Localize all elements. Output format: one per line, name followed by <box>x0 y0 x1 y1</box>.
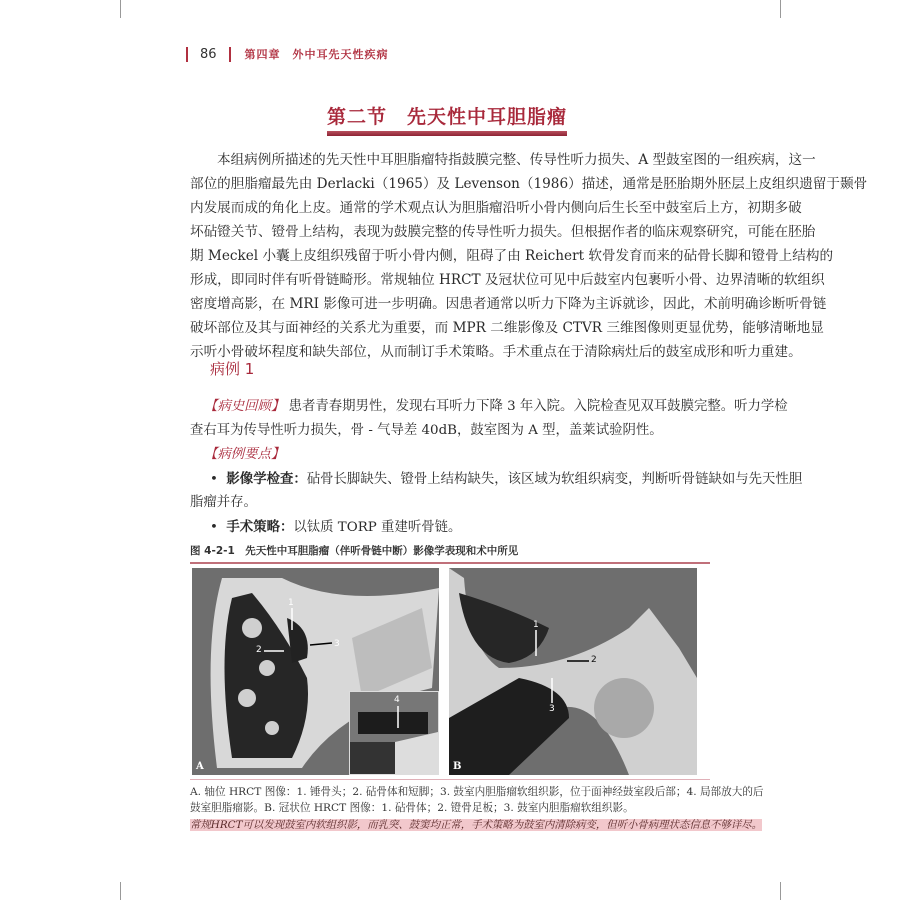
point-item <box>190 467 803 491</box>
ct-scan-graphic <box>449 568 697 775</box>
text-line: 密度增高影，在 MRI 影像可进一步明确。因患者通常以听力下降为主诉就诊，因此，术前明确诊断听骨链 <box>190 296 827 312</box>
highlighted-note: 常规HRCT可以发现鼓室内软组织影，而乳突、鼓窦均正常，手术策略为鼓室内清除病变，但听小骨病理状态信息不够详尽。 <box>190 819 763 831</box>
ct-image-axial <box>192 568 439 775</box>
intro-paragraph <box>190 148 868 364</box>
point-label: 手术策略： <box>226 519 294 535</box>
point-text: 砧骨长脚缺失、镫骨上结构缺失，该区域为软组织病变，判断听骨链缺如与先天性胆 <box>306 472 803 487</box>
history-label: 【病史回顾】 <box>204 399 285 414</box>
point-label: 影像学检查： <box>226 471 307 487</box>
panel-label-a: A <box>196 761 204 772</box>
bullet: • <box>210 472 218 487</box>
marker-3: 3 <box>334 639 340 649</box>
point-text: 以钛质 TORP 重建听骨链。 <box>293 520 462 535</box>
history-text: 查右耳为传导性听力损失，骨 - 气导差 40dB，鼓室图为 A 型，盖莱试验阴性。 <box>190 423 663 438</box>
section-heading <box>327 102 567 136</box>
ct-image-coronal <box>449 568 697 775</box>
text-line: 坏砧镫关节、镫骨上结构，表现为鼓膜完整的传导性听力损失。但根据作者的临床观察研究，可能在胚胎 <box>190 224 816 240</box>
text-line: 期 Meckel 小囊上皮组织残留于听小骨内侧，阻碍了由 Reichert 软骨发育而来的砧骨长脚和镫骨上结构的 <box>190 248 834 264</box>
marker-2: 2 <box>256 645 262 655</box>
figure-legend <box>190 784 764 833</box>
text-line: 内发展而成的角化上皮。通常的学术观点认为胆脂瘤沿听小骨内侧向后生长至中鼓室后上方，初期多破 <box>190 200 802 216</box>
case-heading: 病例 1 <box>210 360 255 378</box>
history-line <box>190 395 788 419</box>
figure-caption: 图 4-2-1 先天性中耳胆脂瘤（伴听骨链中断）影像学表现和术中所见 <box>190 543 710 564</box>
point-item <box>190 515 712 539</box>
page-number: 86 <box>200 46 217 62</box>
crop-mark <box>780 882 781 900</box>
text-line: 本组病例所描述的先天性中耳胆脂瘤特指鼓膜完整、传导性听力损失、A 型鼓室图的一组疾病，这一 <box>217 152 816 168</box>
marker-2: 2 <box>591 655 597 665</box>
crop-mark <box>120 0 121 18</box>
marker-4: 4 <box>394 695 400 705</box>
crop-mark <box>780 0 781 18</box>
figure-divider <box>190 779 710 780</box>
panel-label-b: B <box>453 761 462 772</box>
header-divider <box>229 47 231 62</box>
bullet: • <box>210 520 218 535</box>
running-header <box>186 46 389 62</box>
text-line: 部位的胆脂瘤最先由 Derlacki（1965）及 Levenson（1986）描述，通常是胚胎期外胚层上皮组织遗留于颞骨 <box>190 176 868 192</box>
title-underline <box>327 131 567 136</box>
history-text: 患者青春期男性，发现右耳听力下降 3 年入院。入院检查见双耳鼓膜完整。听力学检 <box>288 399 788 414</box>
text-line: 形成，即同时伴有听骨链畸形。常规轴位 HRCT 及冠状位可见中后鼓室内包裹听小骨、边界清晰的软组织 <box>190 272 825 288</box>
text-line: 示听小骨破坏程度和缺失部位，从而制订手术策略。手术重点在于清除病灶后的鼓室成形和听力重建。 <box>190 344 802 360</box>
crop-mark <box>120 882 121 900</box>
legend-line: 鼓室胆脂瘤影。B. 冠状位 HRCT 图像：1. 砧骨体；2. 镫骨足板；3. 鼓室内胆脂瘤软组织影。 <box>190 802 634 814</box>
marker-1: 1 <box>288 598 294 608</box>
point-text: 脂瘤并存。 <box>190 495 257 510</box>
points-label-line <box>190 443 712 467</box>
section-title: 第二节 先天性中耳胆脂瘤 <box>327 106 568 128</box>
header-divider <box>186 47 188 62</box>
text-line: 破坏部位及其与面神经的关系尤为重要，而 MPR 二维影像及 CTVR 三维图像则更显优势，能够清晰地显 <box>190 320 824 336</box>
marker-3: 3 <box>549 704 555 714</box>
legend-line: A. 轴位 HRCT 图像：1. 锤骨头；2. 砧骨体和短脚；3. 鼓室内胆脂瘤软组织影，位于面神经鼓室段后部；4. 局部放大的后 <box>190 786 764 798</box>
case-section <box>190 395 803 539</box>
chapter-title: 第四章 外中耳先天性疾病 <box>244 48 389 61</box>
zoomed-inset <box>349 691 439 775</box>
marker-1: 1 <box>533 620 539 630</box>
points-label: 【病例要点】 <box>204 447 285 462</box>
